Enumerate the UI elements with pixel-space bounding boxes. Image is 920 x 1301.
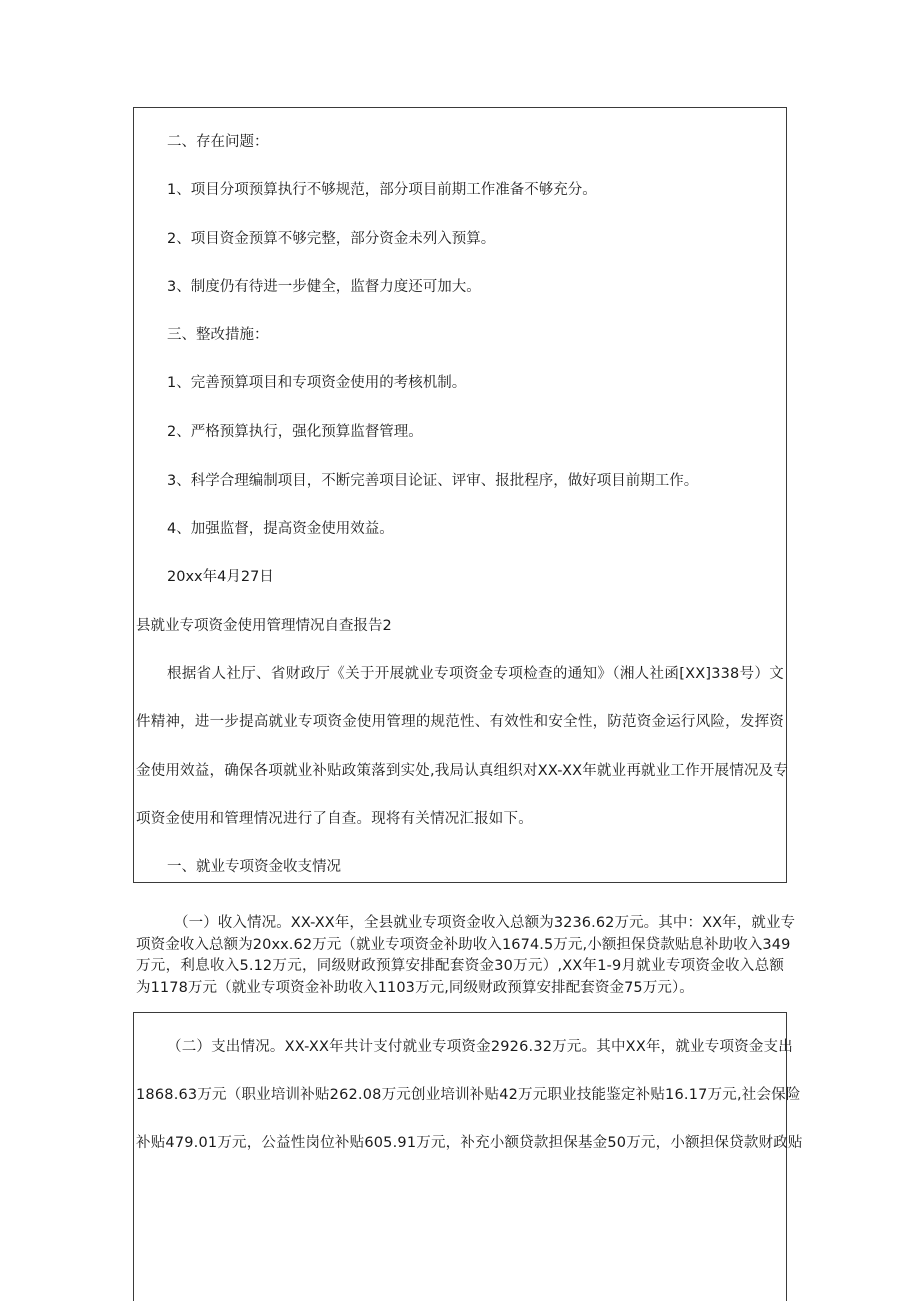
section1-heading: 一、就业专项资金收支情况 — [167, 859, 341, 875]
section2-item-3: 3、制度仍有待进一步健全，监督力度还可加大。 — [167, 279, 481, 295]
intro-line-2: 件精神，进一步提高就业专项资金使用管理的规范性、有效性和安全性，防范资金运行风险，发挥资 — [136, 714, 784, 730]
section2-heading: 二、存在问题： — [167, 134, 269, 150]
section3-item-4: 4、加强监督，提高资金使用效益。 — [167, 521, 394, 537]
section3-item-1: 1、完善预算项目和专项资金使用的考核机制。 — [167, 375, 467, 391]
intro-line-3: 金使用效益，确保各项就业补贴政策落到实处,我局认真组织对XX-XX年就业再就业工作开展情况及专 — [136, 763, 789, 779]
report-date: 20xx年4月27日 — [167, 569, 274, 585]
intro-line-4: 项资金使用和管理情况进行了自查。现将有关情况汇报如下。 — [136, 811, 533, 827]
income-line-4: 为1178万元（就业专项资金补助收入1103万元,同级财政预算安排配套资金75万元）。 — [136, 979, 694, 996]
intro-line-1: 根据省人社厅、省财政厅《关于开展就业专项资金专项检查的通知》（湘人社函[XX]338号）文 — [167, 666, 784, 682]
expense-line-1: （二）支出情况。XX-XX年共计支付就业专项资金2926.32万元。其中XX年，就业专项资金支出 — [167, 1039, 793, 1055]
section3-item-2: 2、严格预算执行，强化预算监督管理。 — [167, 424, 423, 440]
section2-item-1: 1、项目分项预算执行不够规范，部分项目前期工作准备不够充分。 — [167, 182, 597, 198]
income-line-2: 项资金收入总额为20xx.62万元（就业专项资金补助收入1674.5万元,小额担保贷款贴息补助收入349 — [136, 936, 791, 953]
income-line-1: （一）收入情况。XX-XX年，全县就业专项资金收入总额为3236.62万元。其中：XX年，就业专 — [174, 915, 796, 931]
income-paragraph — [136, 913, 796, 999]
section2-item-2: 2、项目资金预算不够完整，部分资金未列入预算。 — [167, 231, 496, 247]
income-line-3: 万元，利息收入5.12万元，同级财政预算安排配套资金30万元）,XX年1-9月就业专项资金收入总额 — [136, 958, 784, 974]
expense-line-3: 补贴479.01万元，公益性岗位补贴605.91万元，补充小额贷款担保基金50万元，小额担保贷款财政贴 — [136, 1135, 803, 1151]
section3-item-3: 3、科学合理编制项目，不断完善项目论证、评审、报批程序，做好项目前期工作。 — [167, 473, 699, 489]
section3-heading: 三、整改措施： — [167, 327, 269, 343]
expense-line-2: 1868.63万元（职业培训补贴262.08万元创业培训补贴42万元职业技能鉴定补贴16.17万元,社会保险 — [136, 1087, 801, 1103]
report2-title: 县就业专项资金使用管理情况自查报告2 — [136, 618, 392, 634]
